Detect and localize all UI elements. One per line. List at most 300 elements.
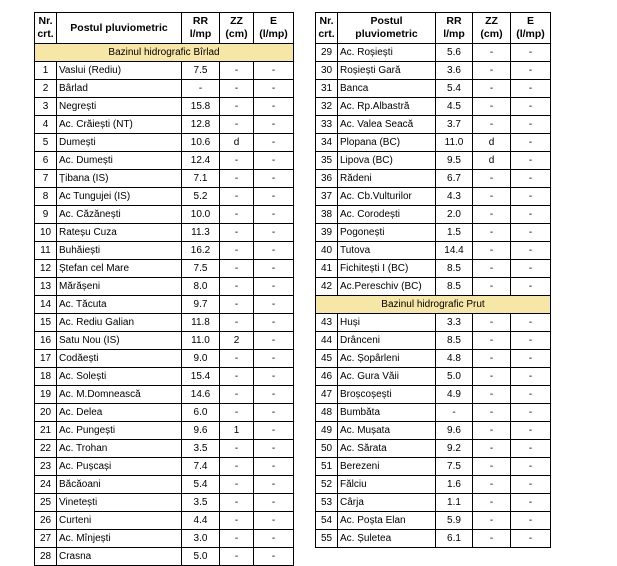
- cell-e: -: [511, 62, 551, 80]
- cell-nr: 18: [35, 368, 57, 386]
- cell-e: -: [511, 44, 551, 62]
- table-row: [316, 422, 551, 440]
- cell-e: -: [254, 404, 294, 422]
- cell-zz: 2: [220, 332, 254, 350]
- table-row: [316, 242, 551, 260]
- table-row: [316, 386, 551, 404]
- cell-rr: 8.0: [182, 278, 220, 296]
- cell-zz: -: [220, 548, 254, 566]
- table-row: [316, 530, 551, 548]
- cell-rr: 3.5: [182, 440, 220, 458]
- col-post-header: Postul pluviometric: [338, 13, 436, 44]
- cell-e: -: [254, 296, 294, 314]
- cell-zz: -: [220, 242, 254, 260]
- cell-station: Ac. Căzănești: [57, 206, 182, 224]
- table-row: [35, 314, 294, 332]
- cell-e: -: [511, 440, 551, 458]
- cell-rr: 11.8: [182, 314, 220, 332]
- table-row: [316, 80, 551, 98]
- col-nr-header: Nr. crt.: [35, 13, 57, 44]
- table-row: [35, 440, 294, 458]
- cell-nr: 55: [316, 530, 338, 548]
- cell-zz: -: [220, 350, 254, 368]
- cell-zz: -: [220, 278, 254, 296]
- table-row: [316, 332, 551, 350]
- cell-zz: -: [473, 224, 511, 242]
- cell-rr: 15.8: [182, 98, 220, 116]
- cell-nr: 46: [316, 368, 338, 386]
- cell-e: -: [254, 458, 294, 476]
- cell-e: -: [511, 404, 551, 422]
- cell-e: -: [511, 350, 551, 368]
- cell-station: Ac. Mînjești: [57, 530, 182, 548]
- cell-rr: 5.4: [182, 476, 220, 494]
- table-row: [35, 206, 294, 224]
- col-post-header: Postul pluviometric: [57, 13, 182, 44]
- cell-e: -: [254, 548, 294, 566]
- cell-rr: 14.6: [182, 386, 220, 404]
- cell-station: Ac. Sărata: [338, 440, 436, 458]
- table-row: [316, 260, 551, 278]
- cell-rr: 6.7: [436, 170, 473, 188]
- cell-e: -: [511, 116, 551, 134]
- cell-e: -: [254, 80, 294, 98]
- cell-station: Banca: [338, 80, 436, 98]
- cell-rr: 9.2: [436, 440, 473, 458]
- cell-zz: -: [220, 170, 254, 188]
- table-row: [316, 314, 551, 332]
- cell-e: -: [511, 476, 551, 494]
- cell-e: -: [511, 98, 551, 116]
- cell-rr: -: [182, 80, 220, 98]
- table-row: [316, 116, 551, 134]
- cell-rr: 4.3: [436, 188, 473, 206]
- cell-zz: -: [220, 80, 254, 98]
- cell-station: Lipova (BC): [338, 152, 436, 170]
- cell-station: Ștefan cel Mare: [57, 260, 182, 278]
- header-row: [316, 13, 551, 44]
- cell-nr: 24: [35, 476, 57, 494]
- cell-nr: 33: [316, 116, 338, 134]
- cell-nr: 53: [316, 494, 338, 512]
- cell-nr: 54: [316, 512, 338, 530]
- cell-zz: -: [473, 278, 511, 296]
- cell-station: Țibana (IS): [57, 170, 182, 188]
- cell-e: -: [254, 440, 294, 458]
- table-row: [35, 116, 294, 134]
- cell-zz: -: [473, 422, 511, 440]
- cell-rr: 4.4: [182, 512, 220, 530]
- col-e-header: E (l/mp): [511, 13, 551, 44]
- cell-rr: 9.0: [182, 350, 220, 368]
- cell-zz: -: [220, 368, 254, 386]
- cell-e: -: [254, 62, 294, 80]
- cell-station: Cârja: [338, 494, 436, 512]
- table-row: [35, 170, 294, 188]
- cell-rr: 7.5: [436, 458, 473, 476]
- cell-zz: -: [473, 386, 511, 404]
- cell-nr: 48: [316, 404, 338, 422]
- cell-e: -: [254, 476, 294, 494]
- table-row: [35, 152, 294, 170]
- cell-rr: 5.2: [182, 188, 220, 206]
- cell-e: -: [511, 170, 551, 188]
- cell-nr: 2: [35, 80, 57, 98]
- table-row: [35, 242, 294, 260]
- cell-rr: 9.6: [436, 422, 473, 440]
- section-title-prut: Bazinul hidrografic Prut: [316, 296, 551, 314]
- cell-zz: d: [220, 134, 254, 152]
- cell-rr: 1.6: [436, 476, 473, 494]
- cell-zz: d: [473, 152, 511, 170]
- cell-rr: 9.6: [182, 422, 220, 440]
- cell-rr: 5.4: [436, 80, 473, 98]
- cell-e: -: [254, 368, 294, 386]
- cell-e: -: [511, 368, 551, 386]
- table-row: [316, 224, 551, 242]
- cell-rr: 10.0: [182, 206, 220, 224]
- cell-station: Ac. Șuletea: [338, 530, 436, 548]
- cell-nr: 6: [35, 152, 57, 170]
- table-row: [316, 350, 551, 368]
- cell-station: Ac. Crăiești (NT): [57, 116, 182, 134]
- cell-e: -: [254, 98, 294, 116]
- cell-zz: -: [473, 512, 511, 530]
- cell-station: Ac. Roșiești: [338, 44, 436, 62]
- cell-station: Ac. Corodești: [338, 206, 436, 224]
- cell-station: Ac. Rediu Galian: [57, 314, 182, 332]
- cell-station: Rateșu Cuza: [57, 224, 182, 242]
- cell-e: -: [254, 152, 294, 170]
- cell-zz: -: [473, 332, 511, 350]
- cell-e: -: [254, 206, 294, 224]
- cell-station: Codăești: [57, 350, 182, 368]
- cell-e: -: [511, 152, 551, 170]
- cell-zz: -: [473, 188, 511, 206]
- right-table-body-prut: [316, 296, 551, 548]
- cell-station: Ac. Solești: [57, 368, 182, 386]
- table-row: [35, 458, 294, 476]
- cell-rr: 3.3: [436, 314, 473, 332]
- cell-rr: 6.1: [436, 530, 473, 548]
- cell-e: -: [511, 512, 551, 530]
- cell-nr: 29: [316, 44, 338, 62]
- cell-e: -: [511, 80, 551, 98]
- cell-zz: -: [473, 80, 511, 98]
- cell-zz: -: [220, 494, 254, 512]
- cell-station: Ac Tungujei (IS): [57, 188, 182, 206]
- cell-rr: 11.0: [182, 332, 220, 350]
- cell-station: Crasna: [57, 548, 182, 566]
- cell-nr: 7: [35, 170, 57, 188]
- cell-nr: 11: [35, 242, 57, 260]
- cell-e: -: [511, 314, 551, 332]
- cell-nr: 40: [316, 242, 338, 260]
- cell-station: Bârlad: [57, 80, 182, 98]
- cell-station: Ac. Dumești: [57, 152, 182, 170]
- cell-nr: 47: [316, 386, 338, 404]
- cell-zz: 1: [220, 422, 254, 440]
- cell-rr: 3.7: [436, 116, 473, 134]
- cell-e: -: [254, 242, 294, 260]
- section-title-birlad: Bazinul hidrografic Bîrlad: [35, 44, 294, 62]
- cell-nr: 38: [316, 206, 338, 224]
- cell-zz: -: [473, 440, 511, 458]
- cell-station: Ac. Gura Văii: [338, 368, 436, 386]
- cell-e: -: [254, 494, 294, 512]
- table-row: [35, 512, 294, 530]
- cell-e: -: [254, 170, 294, 188]
- cell-rr: 5.0: [182, 548, 220, 566]
- cell-e: -: [511, 422, 551, 440]
- table-row: [35, 332, 294, 350]
- cell-rr: 1.5: [436, 224, 473, 242]
- cell-rr: 12.4: [182, 152, 220, 170]
- cell-nr: 28: [35, 548, 57, 566]
- cell-nr: 30: [316, 62, 338, 80]
- cell-station: Roșiești Gară: [338, 62, 436, 80]
- cell-station: Dumești: [57, 134, 182, 152]
- cell-e: -: [254, 314, 294, 332]
- cell-station: Vinetești: [57, 494, 182, 512]
- cell-zz: -: [220, 440, 254, 458]
- cell-rr: 5.0: [436, 368, 473, 386]
- cell-rr: 9.5: [436, 152, 473, 170]
- cell-rr: 2.0: [436, 206, 473, 224]
- table-row: [316, 62, 551, 80]
- cell-zz: -: [473, 314, 511, 332]
- cell-zz: -: [473, 368, 511, 386]
- cell-zz: -: [473, 44, 511, 62]
- section-row: [316, 296, 551, 314]
- cell-rr: 3.5: [182, 494, 220, 512]
- cell-station: Tutova: [338, 242, 436, 260]
- table-row: [35, 530, 294, 548]
- table-row: [35, 494, 294, 512]
- cell-zz: -: [473, 98, 511, 116]
- cell-e: -: [254, 350, 294, 368]
- cell-rr: -: [436, 404, 473, 422]
- cell-nr: 12: [35, 260, 57, 278]
- cell-zz: -: [220, 116, 254, 134]
- cell-nr: 17: [35, 350, 57, 368]
- cell-rr: 5.9: [436, 512, 473, 530]
- table-row: [35, 386, 294, 404]
- table-row: [35, 476, 294, 494]
- cell-e: -: [511, 332, 551, 350]
- cell-zz: -: [473, 170, 511, 188]
- table-row: [316, 440, 551, 458]
- cell-station: Ac. Șopârleni: [338, 350, 436, 368]
- cell-rr: 15.4: [182, 368, 220, 386]
- cell-nr: 26: [35, 512, 57, 530]
- col-rr-header: RR l/mp: [182, 13, 220, 44]
- table-row: [35, 296, 294, 314]
- cell-e: -: [254, 278, 294, 296]
- cell-nr: 49: [316, 422, 338, 440]
- cell-zz: -: [220, 296, 254, 314]
- cell-rr: 4.5: [436, 98, 473, 116]
- table-row: [35, 62, 294, 80]
- cell-rr: 4.9: [436, 386, 473, 404]
- cell-rr: 3.6: [436, 62, 473, 80]
- table-row: [35, 404, 294, 422]
- left-table-body: [35, 44, 294, 566]
- cell-station: Bumbăta: [338, 404, 436, 422]
- cell-zz: -: [220, 404, 254, 422]
- cell-rr: 10.6: [182, 134, 220, 152]
- cell-nr: 45: [316, 350, 338, 368]
- cell-station: Vaslui (Rediu): [57, 62, 182, 80]
- cell-zz: -: [473, 458, 511, 476]
- cell-nr: 31: [316, 80, 338, 98]
- cell-rr: 12.8: [182, 116, 220, 134]
- cell-nr: 19: [35, 386, 57, 404]
- cell-zz: -: [473, 242, 511, 260]
- cell-zz: -: [220, 188, 254, 206]
- table-row: [35, 368, 294, 386]
- cell-zz: -: [473, 350, 511, 368]
- cell-rr: 7.5: [182, 62, 220, 80]
- cell-e: -: [511, 260, 551, 278]
- cell-station: Fălciu: [338, 476, 436, 494]
- right-table: [315, 12, 551, 548]
- cell-e: -: [511, 134, 551, 152]
- table-row: [316, 404, 551, 422]
- cell-nr: 41: [316, 260, 338, 278]
- table-row: [35, 350, 294, 368]
- cell-nr: 8: [35, 188, 57, 206]
- cell-nr: 32: [316, 98, 338, 116]
- table-row: [35, 260, 294, 278]
- cell-nr: 3: [35, 98, 57, 116]
- cell-zz: -: [473, 494, 511, 512]
- table-row: [316, 188, 551, 206]
- cell-e: -: [254, 260, 294, 278]
- cell-zz: -: [220, 152, 254, 170]
- cell-e: -: [511, 530, 551, 548]
- cell-zz: d: [473, 134, 511, 152]
- header-row: [35, 13, 294, 44]
- cell-zz: -: [220, 98, 254, 116]
- section-row: [35, 44, 294, 62]
- cell-e: -: [254, 188, 294, 206]
- cell-e: -: [254, 134, 294, 152]
- cell-rr: 7.4: [182, 458, 220, 476]
- cell-station: Negrești: [57, 98, 182, 116]
- cell-station: Ac.Pereschiv (BC): [338, 278, 436, 296]
- table-row: [35, 134, 294, 152]
- cell-rr: 5.6: [436, 44, 473, 62]
- table-row: [316, 134, 551, 152]
- cell-rr: 9.7: [182, 296, 220, 314]
- cell-nr: 15: [35, 314, 57, 332]
- table-row: [316, 476, 551, 494]
- col-zz-header: ZZ (cm): [473, 13, 511, 44]
- cell-zz: -: [220, 458, 254, 476]
- cell-rr: 14.4: [436, 242, 473, 260]
- cell-e: -: [254, 224, 294, 242]
- table-row: [35, 188, 294, 206]
- cell-nr: 37: [316, 188, 338, 206]
- cell-station: Fichitești I (BC): [338, 260, 436, 278]
- table-row: [35, 548, 294, 566]
- cell-e: -: [254, 512, 294, 530]
- cell-zz: -: [473, 206, 511, 224]
- cell-nr: 10: [35, 224, 57, 242]
- col-e-header: E (l/mp): [254, 13, 294, 44]
- cell-zz: -: [473, 476, 511, 494]
- cell-nr: 50: [316, 440, 338, 458]
- table-row: [35, 80, 294, 98]
- cell-station: Ac. Poșta Elan: [338, 512, 436, 530]
- cell-station: Berezeni: [338, 458, 436, 476]
- cell-nr: 43: [316, 314, 338, 332]
- cell-station: Rădeni: [338, 170, 436, 188]
- table-row: [316, 458, 551, 476]
- cell-nr: 5: [35, 134, 57, 152]
- right-table-body-birlad: [316, 44, 551, 296]
- cell-station: Satu Nou (IS): [57, 332, 182, 350]
- cell-station: Ac. Tăcuta: [57, 296, 182, 314]
- cell-zz: -: [220, 512, 254, 530]
- cell-station: Băcăoani: [57, 476, 182, 494]
- table-row: [316, 512, 551, 530]
- cell-rr: 4.8: [436, 350, 473, 368]
- cell-rr: 3.0: [182, 530, 220, 548]
- cell-zz: -: [220, 62, 254, 80]
- table-row: [35, 278, 294, 296]
- cell-station: Broșcoșești: [338, 386, 436, 404]
- cell-nr: 51: [316, 458, 338, 476]
- table-row: [316, 494, 551, 512]
- cell-station: Ac. Pușcași: [57, 458, 182, 476]
- cell-nr: 42: [316, 278, 338, 296]
- cell-nr: 35: [316, 152, 338, 170]
- col-zz-header: ZZ (cm): [220, 13, 254, 44]
- cell-rr: 11.0: [436, 134, 473, 152]
- cell-station: Huși: [338, 314, 436, 332]
- cell-station: Mărășeni: [57, 278, 182, 296]
- cell-e: -: [511, 224, 551, 242]
- cell-nr: 20: [35, 404, 57, 422]
- col-nr-header: Nr. crt.: [316, 13, 338, 44]
- table-row: [316, 152, 551, 170]
- cell-rr: 6.0: [182, 404, 220, 422]
- cell-rr: 7.1: [182, 170, 220, 188]
- cell-e: -: [511, 494, 551, 512]
- left-table: [34, 12, 294, 566]
- cell-rr: 16.2: [182, 242, 220, 260]
- table-row: [316, 368, 551, 386]
- cell-nr: 27: [35, 530, 57, 548]
- table-row: [316, 98, 551, 116]
- cell-nr: 34: [316, 134, 338, 152]
- cell-rr: 8.5: [436, 260, 473, 278]
- cell-station: Plopana (BC): [338, 134, 436, 152]
- cell-station: Ac. Pungești: [57, 422, 182, 440]
- cell-nr: 21: [35, 422, 57, 440]
- cell-e: -: [511, 278, 551, 296]
- table-row: [35, 224, 294, 242]
- cell-zz: -: [473, 530, 511, 548]
- cell-nr: 23: [35, 458, 57, 476]
- cell-rr: 7.5: [182, 260, 220, 278]
- cell-e: -: [511, 242, 551, 260]
- cell-zz: -: [220, 260, 254, 278]
- cell-e: -: [511, 386, 551, 404]
- cell-zz: -: [473, 260, 511, 278]
